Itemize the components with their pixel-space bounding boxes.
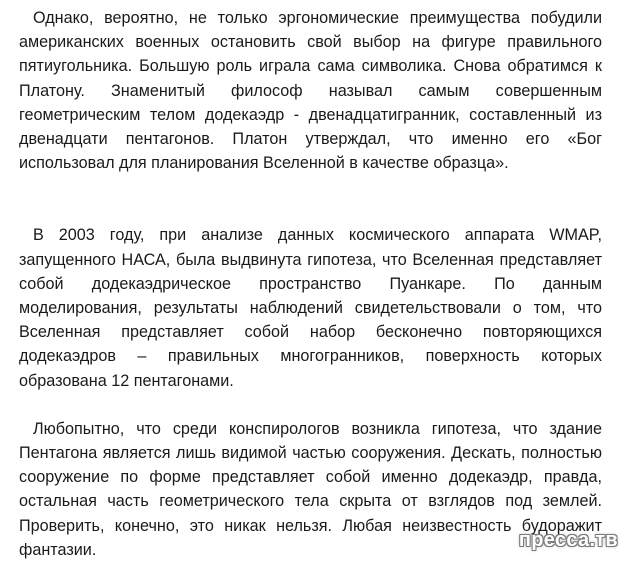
paragraph-symbolism: Однако, вероятно, не только эргономические преимущества побудили американских военных остановить свой выбор на фигуре правильного пятиугольника. Большую роль играла сама символика. Снова обратимся к Платону. Знаменитый философ называл самым совершенным геометрическим телом додекаэдр - двенадцатигранник, составленный из двенадцати пентагонов. Платон утверждал, что именно его «Бог использовал для планирования Вселенной в качестве образца». — [19, 9, 602, 173]
site-watermark: пресса.тв — [518, 529, 618, 551]
paragraph-spacer — [19, 175, 602, 223]
article-body — [19, 6, 602, 562]
paragraph-spacer — [19, 393, 602, 417]
paragraph-conspiracy: Любопытно, что среди конспирологов возникла гипотеза, что здание Пентагона является лишь видимой частью сооружения. Дескать, полностью сооружение по форме представляет собой именно додекаэдр, правда, остальная часть геометрического тела скрыта от взглядов под землей. Проверить, конечно, это никак нельзя. Любая неизвестность будоражит фантазии. — [19, 419, 602, 559]
paragraph-wmap: В 2003 году, при анализе данных космического аппарата WMAP, запущенного НАСА, была выдвинута гипотеза, что Вселенная представляет собой додекаэдрическое пространство Пуанкаре. По данным моделирования, результаты наблюдений свидетельствовали о том, что Вселенная представляет собой набор бесконечно повторяющихся додекаэдров – правильных многогранников, поверхность которых образована 12 пентагонами. — [19, 226, 602, 390]
